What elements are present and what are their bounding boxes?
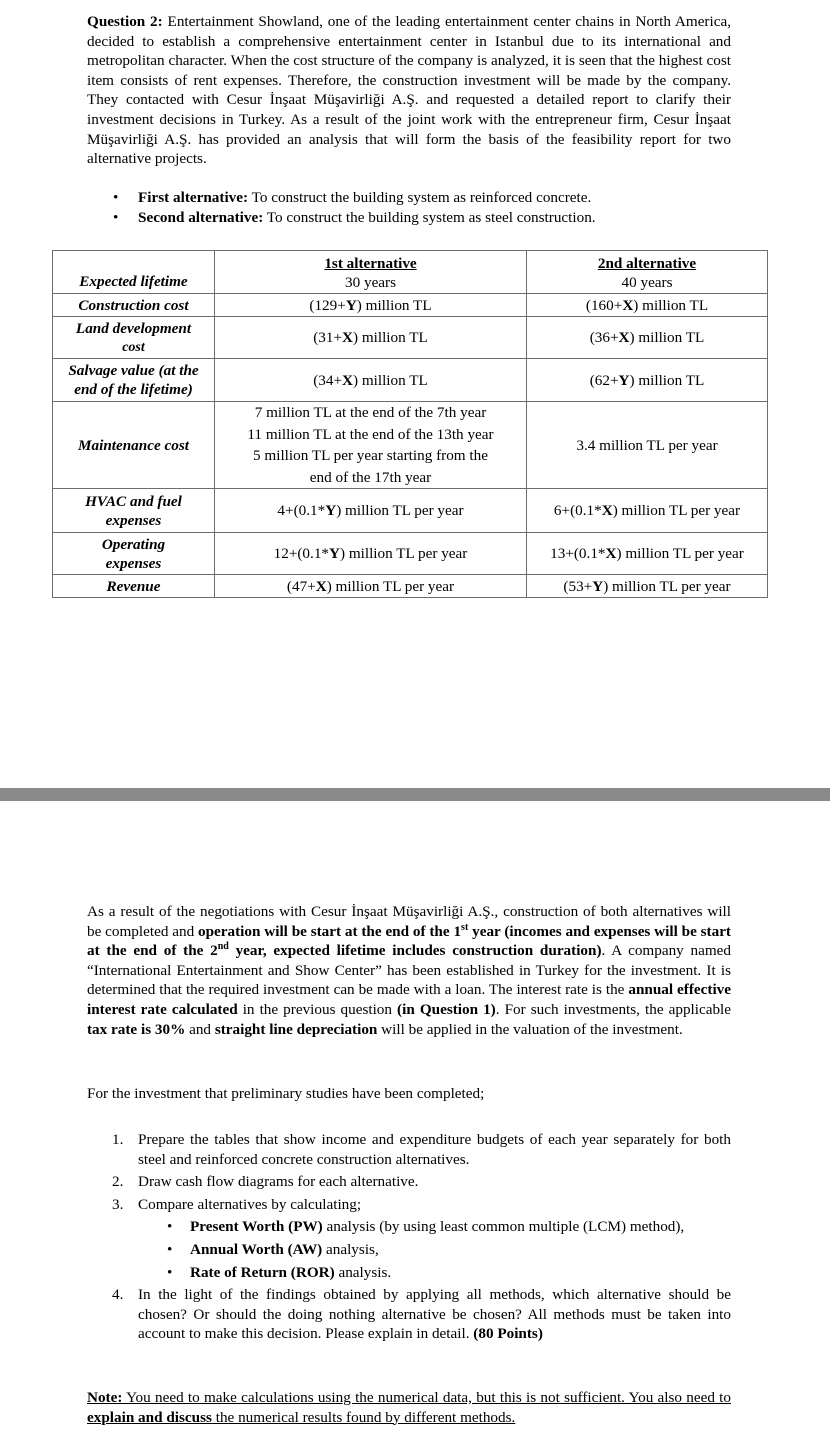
table-cell: (160+X) million TL — [527, 294, 768, 317]
table-cell: (53+Y) million TL per year — [527, 575, 768, 598]
table-row — [53, 533, 768, 575]
table-row-label: HVAC and fuel expenses — [53, 489, 215, 533]
table-cell: 4+(0.1*Y) million TL per year — [215, 489, 527, 533]
table-row — [53, 402, 768, 489]
table-row — [53, 575, 768, 598]
table-row-label: Land development cost — [53, 317, 215, 359]
table-cell: 6+(0.1*X) million TL per year — [527, 489, 768, 533]
table-cell: (129+Y) million TL — [215, 294, 527, 317]
negotiation-paragraph: As a result of the negotiations with Cesur İnşaat Müşavirliği A.Ş., construction of both alternatives will be completed and operation will be start at the end of the 1st year (incomes and expenses will be start at the end of the 2nd year, expected lifetime includes construction duration). A company named “International Entertainment and Show Center” has been established in Turkey for the investment. It is determined that the required investment can be made with a loan. The interest rate is the annual effective interest rate calculated in the previous question (in Question 1). For such investments, the applicable tax rate is 30% and straight line depreciation will be applied in the valuation of the investment. — [87, 903, 732, 1038]
table-row-label: Expected lifetime — [53, 251, 215, 294]
preliminary-text: For the investment that preliminary studies have been completed; — [87, 1085, 485, 1102]
table-row-label: Maintenance cost — [53, 402, 215, 489]
table-row — [53, 294, 768, 317]
table-cell: (47+X) million TL per year — [215, 575, 527, 598]
task-list — [112, 1130, 731, 1347]
method-list — [138, 1217, 731, 1282]
list-item: 3. Compare alternatives by calculating; • Present Worth (PW) analysis (by using least common multiple (LCM) method), • Annual Worth (AW) analysis, • Rate of Return (ROR) analysis. — [112, 1195, 731, 1282]
table-row — [53, 317, 768, 359]
table-cell: 7 million TL at the end of the 7th year 11 million TL at the end of the 13th year 5 million TL per year starting from the end of the 17th year — [215, 402, 527, 489]
alternative-item: • First alternative: To construct the building system as reinforced concrete. — [110, 188, 596, 208]
alternatives-table — [52, 250, 768, 598]
table-row — [53, 359, 768, 402]
col1-header: 1st alternative — [324, 254, 417, 272]
table-cell: 1st alternative 30 years — [215, 251, 527, 294]
list-item: • Rate of Return (ROR) analysis. — [164, 1263, 731, 1283]
table-cell: 13+(0.1*X) million TL per year — [527, 533, 768, 575]
table-cell: (31+X) million TL — [215, 317, 527, 359]
table-row-label: Operating expenses — [53, 533, 215, 575]
table-cell: (62+Y) million TL — [527, 359, 768, 402]
alternatives-list — [110, 188, 596, 228]
intro-text: Entertainment Showland, one of the leading entertainment center chains in North America, decided to establish a comprehensive entertainment center in Istanbul due to its international and metropolitan character. When the cost structure of the company is analyzed, it is seen that the highest cost item consists of rent expenses. Therefore, the construction investment will be made by the company. They contacted with Cesur İnşaat Müşavirliği A.Ş. and requested a detailed report to clarify their investment decisions in Turkey. As a result of the joint work with the entrepreneur firm, Cesur İnşaat Müşavirliği A.Ş. has provided an analysis that will form the basis of the feasibility report for two alternative projects. — [87, 13, 731, 168]
table-row — [53, 489, 768, 533]
list-item: • Annual Worth (AW) analysis, — [164, 1240, 731, 1260]
alternative-item: • Second alternative: To construct the building system as steel construction. — [110, 208, 596, 228]
table-row-label: Salvage value (at the end of the lifetime) — [53, 359, 215, 402]
list-item: 4. In the light of the findings obtained by applying all methods, which alternative should be chosen? Or should the doing nothing alternative be chosen? All methods must be taken into account to make this decision. Please explain in detail. (80 Points) — [112, 1286, 731, 1343]
table-row-label: Revenue — [53, 575, 215, 598]
note-text: Note: You need to make calculations using the numerical data, but this is not sufficient. You also need to explain and discuss the numerical results found by different methods. — [87, 1389, 731, 1426]
page-divider — [0, 788, 830, 801]
list-item: • Present Worth (PW) analysis (by using least common multiple (LCM) method), — [164, 1217, 731, 1237]
table-cell: 3.4 million TL per year — [527, 402, 768, 489]
list-item: 2. Draw cash flow diagrams for each alternative. — [112, 1173, 419, 1191]
question-label: Question 2: — [87, 13, 163, 30]
table-cell: 2nd alternative 40 years — [527, 251, 768, 294]
table-cell: (36+X) million TL — [527, 317, 768, 359]
table-cell: 12+(0.1*Y) million TL per year — [215, 533, 527, 575]
question-intro — [87, 12, 731, 169]
col2-header: 2nd alternative — [597, 254, 697, 272]
table-row-label: Construction cost — [53, 294, 215, 317]
list-item: 1. Prepare the tables that show income and expenditure budgets of each year separately for both steel and reinforced concrete construction alternatives. — [112, 1131, 731, 1168]
table-row — [53, 251, 768, 284]
table-cell: (34+X) million TL — [215, 359, 527, 402]
